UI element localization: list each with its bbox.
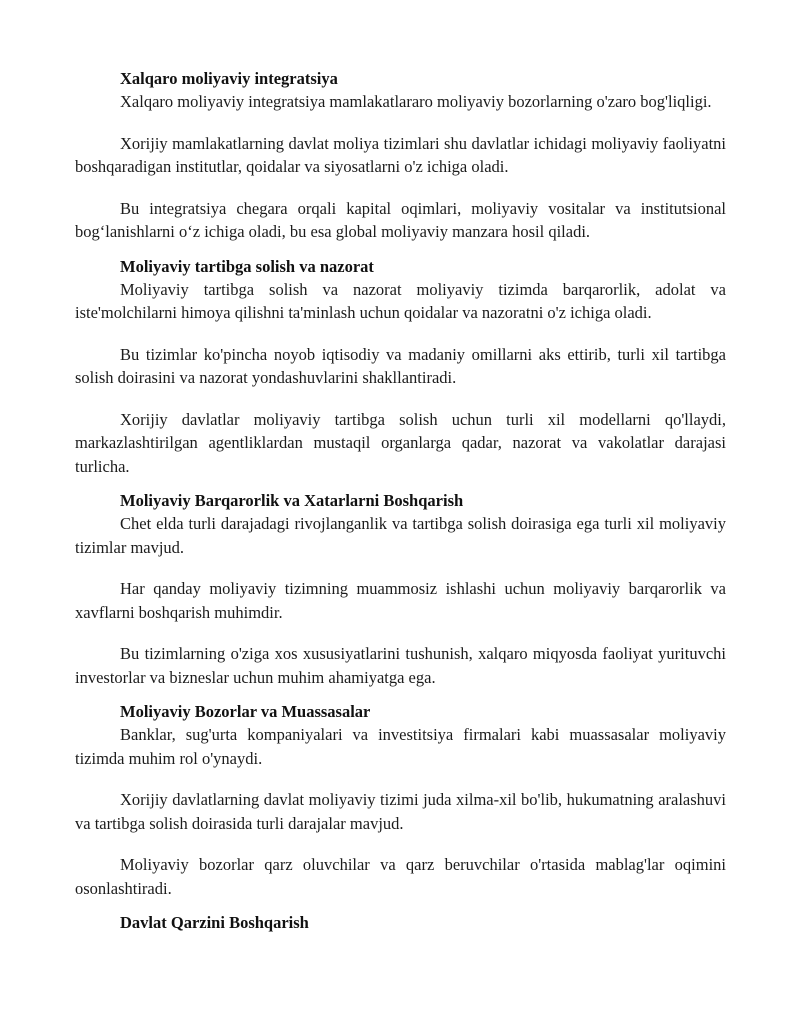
paragraph: Moliyaviy tartibga solish va nazorat moliyaviy tizimda barqarorlik, adolat va iste'molchilarni himoya qilishni ta'minlash uchun qoidalar va nazoratni o'z ichiga oladi. <box>75 279 726 322</box>
section-markets-institutions <box>75 701 726 900</box>
paragraph: Bu integratsiya chegara orqali kapital oqimlari, moliyaviy vositalar va institutsional bog‘lanishlarni o‘z ichiga oladi, bu esa global moliyaviy manzara hosil qiladi. <box>75 198 726 241</box>
paragraph: Moliyaviy bozorlar qarz oluvchilar va qarz beruvchilar o'rtasida mablag'lar oqimini osonlashtiradi. <box>75 855 726 898</box>
paragraph: Xorijiy davlatlar moliyaviy tartibga solish uchun turli xil modellarni qo'llaydi, markazlashtirilgan agentliklardan mustaqil organlarga qadar, nazorat va vakolatlar darajasi turlicha. <box>75 409 726 476</box>
section-stability-risk <box>75 490 726 689</box>
paragraph: Xalqaro moliyaviy integratsiya mamlakatlararo moliyaviy bozorlarning o'zaro bog'liqligi. <box>120 92 712 111</box>
section-regulation-supervision <box>75 256 726 479</box>
section-heading: Xalqaro moliyaviy integratsiya <box>120 69 338 88</box>
paragraph: Bu tizimlar ko'pincha noyob iqtisodiy va madaniy omillarni aks ettirib, turli xil tartibga solish doirasini va nazorat yondashuvlarini shakllantiradi. <box>75 344 726 387</box>
section-international-integration <box>75 68 726 244</box>
paragraph: Har qanday moliyaviy tizimning muammosiz ishlashi uchun moliyaviy barqarorlik va xavflarni boshqarish muhimdir. <box>75 579 726 622</box>
section-heading: Davlat Qarzini Boshqarish <box>120 913 309 932</box>
section-public-debt <box>75 912 726 934</box>
document-page <box>75 68 726 934</box>
paragraph: Xorijiy davlatlarning davlat moliyaviy tizimi juda xilma-xil bo'lib, hukumatning aralashuvi va tartibga solish doirasida turli darajalar mavjud. <box>75 790 726 833</box>
paragraph: Banklar, sug'urta kompaniyalari va investitsiya firmalari kabi muassasalar moliyaviy tizimda muhim rol o'ynaydi. <box>75 725 726 768</box>
section-heading: Moliyaviy Bozorlar va Muassasalar <box>120 702 371 721</box>
paragraph: Bu tizimlarning o'ziga xos xususiyatlarini tushunish, xalqaro miqyosda faoliyat yurituvchi investorlar va bizneslar uchun muhim ahamiyatga ega. <box>75 644 726 687</box>
section-heading: Moliyaviy tartibga solish va nazorat <box>120 256 374 276</box>
paragraph: Xorijiy mamlakatlarning davlat moliya tizimlari shu davlatlar ichidagi moliyaviy faoliyatni boshqaradigan institutlar, qoidalar va siyosatlarni o'z ichiga oladi. <box>75 133 726 176</box>
paragraph: Chet elda turli darajadagi rivojlanganlik va tartibga solish doirasiga ega turli xil moliyaviy tizimlar mavjud. <box>75 514 726 557</box>
section-heading: Moliyaviy Barqarorlik va Xatarlarni Boshqarish <box>120 491 464 510</box>
